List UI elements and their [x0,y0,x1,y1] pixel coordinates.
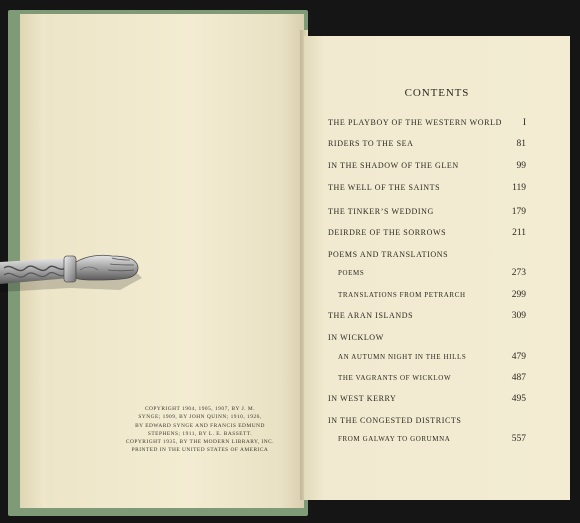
copyright-line: SYNGE; 1909, BY JOHN QUINN; 1910, 1926, [138,414,262,421]
toc-entry-title: AN AUTUMN NIGHT IN THE HILLS [338,353,467,361]
toc-entry [0,137,580,151]
toc-page-number: 557 [511,434,526,444]
toc-page-number: 273 [511,268,526,278]
copyright-line: BY EDWARD SYNGE AND FRANCIS EDMUND [135,422,265,429]
contents-heading: CONTENTS [404,87,470,99]
toc-page-number: 119 [512,183,526,193]
toc-page-number: 309 [511,311,526,321]
toc-page-number: 99 [516,161,526,171]
toc-entry-title: TRANSLATIONS FROM PETRARCH [338,291,466,299]
toc-entry [0,205,580,219]
copyright-line: STEPHENS; 1911, BY L. E. BASSETT. [147,430,253,437]
toc-entry-title: THE WELL OF THE SAINTS [328,183,441,192]
toc-page-number: 299 [511,290,526,300]
toc-entry-title: THE VAGRANTS OF WICKLOW [338,374,452,382]
toc-entry-title: DEIRDRE OF THE SORROWS [328,228,447,237]
toc-entry-title: THE TINKER’S WEDDING [328,207,434,216]
toc-entry [0,181,580,195]
copyright-line: COPYRIGHT 1935, BY THE MODERN LIBRARY, INC. [125,439,275,446]
toc-page-number: 495 [511,394,526,404]
toc-page-number: 211 [512,228,526,238]
toc-entry-title: IN THE SHADOW OF THE GLEN [328,161,459,170]
toc-page-number: 179 [511,207,526,217]
toc-entry-title: IN WEST KERRY [328,394,397,403]
toc-entry-title: POEMS [338,269,365,277]
toc-entry-title: THE PLAYBOY OF THE WESTERN WORLD [328,118,502,127]
toc-entry-title: IN WICKLOW [328,333,384,342]
toc-page-number: 479 [511,352,526,362]
copyright-line: PRINTED IN THE UNITED STATES OF AMERICA [131,447,269,454]
toc-entry [0,116,580,130]
toc-entry-title: IN THE CONGESTED DISTRICTS [328,416,462,425]
toc-entry-title: THE ARAN ISLANDS [328,311,414,320]
toc-entry [0,309,580,323]
toc-entry [0,331,580,345]
toc-page-number: I [522,118,526,128]
silver-hand-bookmark-icon [0,248,145,294]
toc-entry-title: POEMS AND TRANSLATIONS [328,250,449,259]
toc-entry [0,392,580,406]
toc-subentry [0,371,580,385]
toc-entry-title: FROM GALWAY TO GORUMNA [338,435,451,443]
toc-entry-title: RIDERS TO THE SEA [328,139,414,148]
toc-subentry [0,350,580,364]
toc-page-number: 487 [511,373,526,383]
toc-entry [0,159,580,173]
toc-page-number: 81 [516,139,526,149]
toc-entry [0,226,580,240]
copyright-line: COPYRIGHT 1904, 1905, 1907, BY J. M. [144,406,256,412]
copyright-notice [100,405,300,455]
